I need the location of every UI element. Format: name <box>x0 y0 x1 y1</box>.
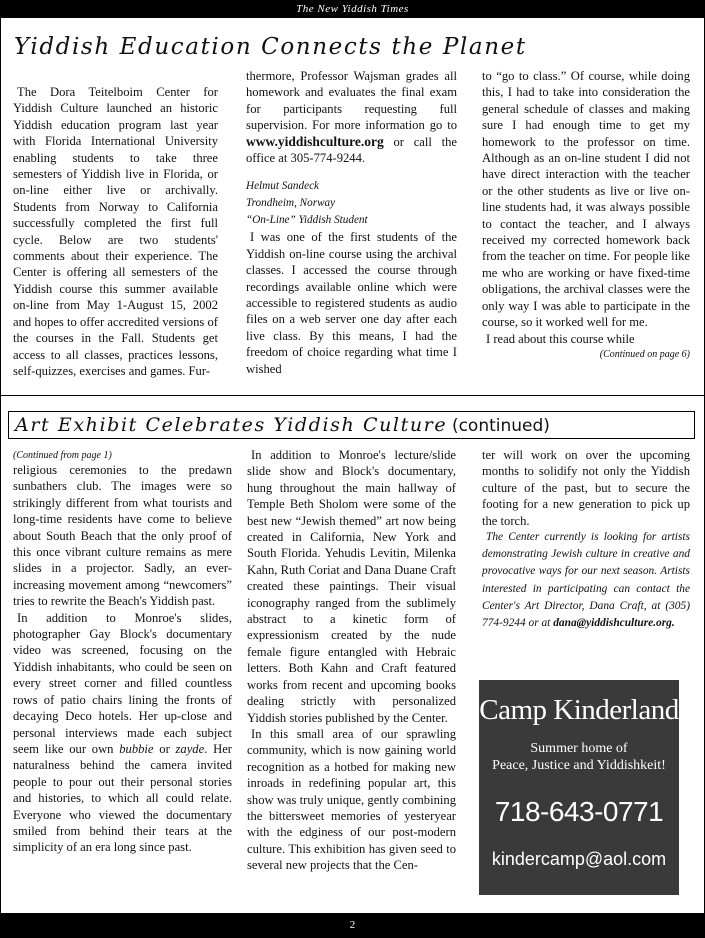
callout-text: The Center currently is looking for artists demonstrating Jewish culture in creative and provocative ways for our next season. Artists interested in participating can contact the Center's Art Director, Dana Craft, at (305) 774-9244 or at <box>482 531 690 630</box>
section-divider <box>0 395 705 396</box>
signature-location: Trondheim, Norway <box>246 197 336 210</box>
continued-from-page: (Continued from page 1) <box>13 450 112 461</box>
word-or: or <box>159 741 170 756</box>
ad-title: Camp Kinderland <box>479 694 679 726</box>
artist-callout <box>482 529 690 632</box>
article1-col2-tail: or call the office at 305-774-9244. <box>246 134 457 166</box>
article2-column-1 <box>13 450 232 856</box>
article2-column-3 <box>482 447 690 632</box>
article1-col3-para2: I read about this course while <box>486 331 635 346</box>
page-number: 2 <box>349 919 356 931</box>
footer-bar <box>0 913 705 938</box>
article1-col3-para1: to “go to class.” Of course, while doing this, I had to take into consideration the general schedule of classes and making sure I had enough time to get my homework to the professor on time. Although as an on-line student I did not have direct interaction with the teacher or the other students as live or live on-line students had, it was always possible to contact the teacher, and I always received my corrected homework back from the teacher on time. For people like me who are working or have fixed-time obligations, the archival classes were the only way I was able to participate in the course, so it worked well for me. <box>482 69 690 330</box>
ad-phone: 718-643-0771 <box>494 796 664 827</box>
ad-email[interactable]: kindercamp@aol.com <box>491 849 667 869</box>
callout-email[interactable]: dana@yiddishculture.org. <box>553 617 675 630</box>
website-link[interactable]: www.yiddishculture.org <box>246 133 384 149</box>
article2-col1-para2-b: . Her naturalness behind the camera invited people to pour out their personal stories and histories, to which all could relate. Everyone who viewed the documentary smiled from behind their tears at the simplicity of an era long since past. <box>13 741 232 855</box>
ad-subtitle-2: Peace, Justice and Yiddishkeit! <box>492 758 666 773</box>
masthead <box>0 0 705 18</box>
article2-col1-para1: religious ceremonies to the predawn sunbathers club. The images were so strikingly different from what tourists and long-time residents have come to believe about South Beach that the only proof of this once vibrant culture remains as mere slides in a projector. Sadly, an ever-increasing movement among “newcomers” tries to rewrite the Beach's Yiddish past. <box>13 463 232 609</box>
article1-col1-text: The Dora Teitelboim Center for Yiddish Culture launched an historic Yiddish education program last year with Florida International University enabling students to take three semesters of Yiddish live in Florida, or on-line either live or archivally. Students from Norway to California successfully completed the first full cycle. Below are two students' comments about their experience. The Center is offering all semesters of the Yiddish course this summer available on-line from May 1-August 15, 2002 and hopes to offer accredited versions of the courses in the Fall. Students get access to all classes, practices lessons, self-quizzes, exercises and games. Fur- <box>13 85 218 378</box>
article2-col3-para1: ter will work on over the upcoming months to solidify not only the Yiddish culture of the past, but to secure the footing for a new generation to pick up the torch. <box>482 448 690 528</box>
article2-col1-para2-a: In addition to Monroe's slides, photographer Gay Block's documentary video was screened, focusing on the Yiddish inhabitants, who could be seen on every street corner and filled countless rows of patio chairs lining the fronts of decaying Deco hotels. Her up-close and personal interviews made each subject seem like our own <box>13 610 232 756</box>
ad-subtitle-1: Summer home of <box>530 741 628 756</box>
article2-headline-suffix: (continued) <box>451 416 550 436</box>
article1-col2-para2: I was one of the first students of the Yiddish on-line course using the archival classes. I accessed the course through recordings available online which were accessible to registered students as audio files on a web server one day after each live class. By this means, I had the freedom of choice regarding what time I wished <box>246 230 457 376</box>
signature-role: “On-Line” Yiddish Student <box>246 214 368 227</box>
article1-column-2 <box>246 68 457 377</box>
signature-name: Helmut Sandeck <box>246 180 320 193</box>
article2-headline-box <box>8 411 695 439</box>
article2-col2-para2: In this small area of our sprawling community, which is now gaining world recognition as a hotbed for making new inroads in redefining popular art, this show was truly unique, gently combining the bittersweet memories of yesteryear with the edginess of our post-modern culture. This exhibition has given seed to several new projects that the Cen- <box>247 726 456 873</box>
article2-col1-para2 <box>13 610 232 856</box>
article1-col2-paragraph <box>246 68 457 166</box>
masthead-title: The New Yiddish Times <box>296 3 409 15</box>
word-bubbie: bubbie <box>119 741 154 756</box>
article1-column-1 <box>13 84 218 379</box>
article1-column-3 <box>482 68 690 363</box>
continued-on-page: (Continued on page 6) <box>599 348 690 360</box>
article2-column-2 <box>247 447 456 874</box>
word-zayde: zayde <box>175 741 205 756</box>
camp-kinderland-ad[interactable] <box>479 680 679 895</box>
article2-col2-para1: In addition to Monroe's lecture/slide slide show and Block's documentary, hung throughout the main hallway of Temple Beth Sholom were some of the best new “Jewish themed” art now being created in California, New York and South Florida. Yehudis Levitin, Milenka Kahn, Ruth Coriat and Dana Duane Craft created these paintings. Their visual iconography ranged from the sublimely abstract to a kinetic form of expressionism created by the nude female figure entangled with Hebraic letters. Both Kahn and Craft featured works from recent and upcoming books dealing strictly with personalized Yiddish stories published by the Center. <box>247 448 456 725</box>
article1-headline: Yiddish Education Connects the Planet <box>14 34 527 60</box>
article2-headline-text: Art Exhibit Celebrates Yiddish Culture <box>15 414 448 436</box>
article1-col2-text: thermore, Professor Wajsman grades all homework and evaluates the final exam for participants requesting full supervision. For more information go to <box>246 69 457 133</box>
article2-headline <box>15 414 550 437</box>
